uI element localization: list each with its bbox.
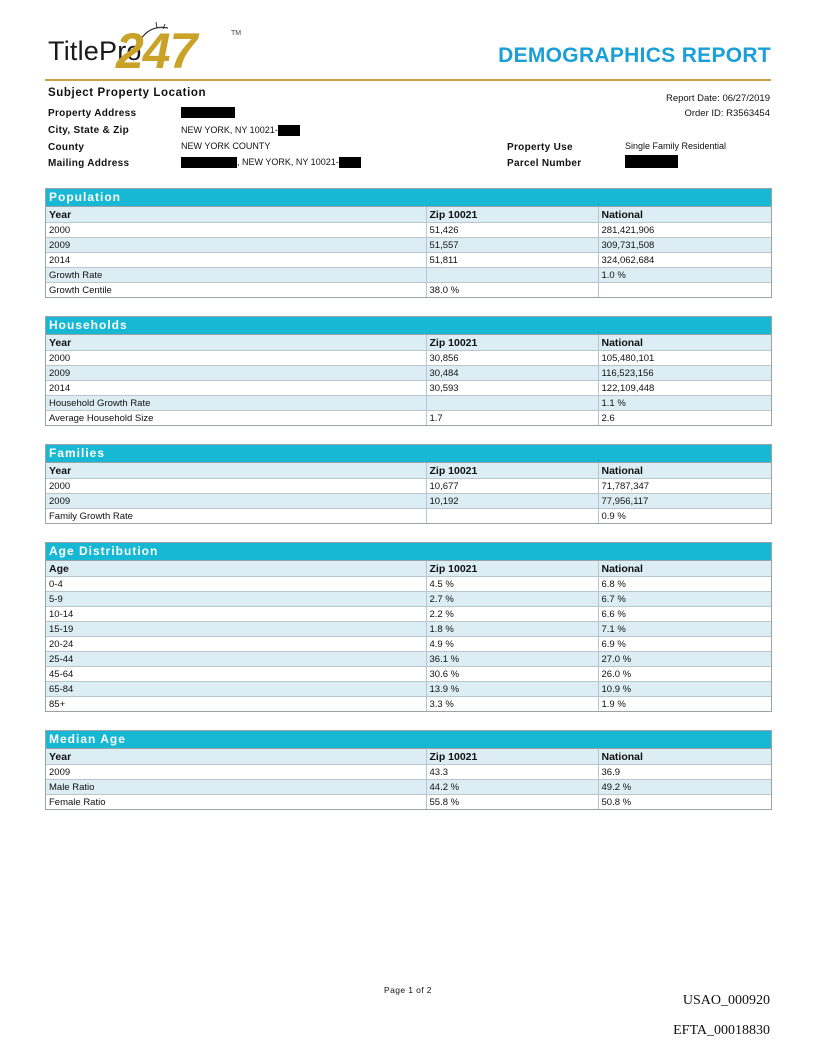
- header-divider: [45, 79, 771, 81]
- table-cell: 38.0 %: [426, 283, 598, 298]
- table-cell: 6.8 %: [598, 577, 771, 592]
- table-cell: 2.7 %: [426, 592, 598, 607]
- column-header: National: [598, 749, 771, 765]
- table-cell: 3.3 %: [426, 697, 598, 712]
- table-cell: Average Household Size: [49, 412, 154, 424]
- table-row: [46, 411, 771, 426]
- table-cell: 4.9 %: [426, 637, 598, 652]
- table-row: [46, 351, 771, 366]
- families-section: [45, 444, 772, 524]
- column-header: Zip 10021: [426, 749, 598, 765]
- table-cell: 10-14: [46, 607, 426, 622]
- table-row: [46, 622, 771, 637]
- table-cell: 6.7 %: [598, 592, 771, 607]
- titlepro-logo: [48, 22, 248, 79]
- table-cell: Male Ratio: [46, 780, 426, 795]
- table-row: [46, 283, 771, 298]
- order-id: Order ID: R3563454: [684, 108, 770, 119]
- table-cell: [598, 283, 771, 298]
- parcel-value: [625, 155, 678, 168]
- table-row: [46, 223, 771, 238]
- table-cell: 77,956,117: [598, 494, 771, 509]
- table-row: [46, 381, 771, 396]
- table-cell: 2009: [46, 494, 426, 509]
- table-cell: 4.5 %: [426, 577, 598, 592]
- table-cell: 1.9 %: [598, 697, 771, 712]
- table-cell: 45-64: [46, 667, 426, 682]
- logo-number: 247: [116, 23, 197, 79]
- section-title: Age Distribution: [46, 543, 771, 561]
- table-row: [46, 238, 771, 253]
- county-label: County: [48, 142, 85, 153]
- column-header: Year: [46, 207, 426, 223]
- table-row: [46, 396, 771, 411]
- table-cell: 0.9 %: [598, 509, 771, 524]
- table-cell: 2009: [46, 366, 426, 381]
- table-cell: 30,484: [426, 366, 598, 381]
- table-cell: Family Growth Rate: [49, 510, 133, 522]
- column-header: Age: [46, 561, 426, 577]
- table-cell: 2014: [46, 253, 426, 268]
- table-cell: 2000: [46, 479, 426, 494]
- data-table: [46, 207, 771, 297]
- table-cell: 15-19: [46, 622, 426, 637]
- table-cell: 43.3: [426, 765, 598, 780]
- table-row: [46, 366, 771, 381]
- table-cell: [426, 509, 598, 524]
- column-header: Year: [46, 463, 426, 479]
- subject-title: Subject Property Location: [48, 87, 207, 99]
- table-cell: 1.7: [426, 411, 598, 426]
- table-cell: [426, 396, 598, 411]
- property-address-value: [181, 107, 235, 118]
- table-row: [46, 494, 771, 509]
- data-table: [46, 463, 771, 523]
- bates-stamp-usao: USAO_000920: [682, 993, 770, 1008]
- data-table: [46, 335, 771, 425]
- section-title: Families: [46, 445, 771, 463]
- table-row: [46, 607, 771, 622]
- table-cell: 30.6 %: [426, 667, 598, 682]
- table-cell: 10,677: [426, 479, 598, 494]
- table-row: [46, 509, 771, 524]
- mailing-label: Mailing Address: [48, 158, 130, 169]
- table-cell: 10.9 %: [598, 682, 771, 697]
- table-cell: 36.9: [598, 765, 771, 780]
- table-cell: 85+: [49, 698, 66, 710]
- table-cell: 6.6 %: [598, 607, 771, 622]
- parcel-label: Parcel Number: [507, 158, 582, 169]
- table-cell: 44.2 %: [426, 780, 598, 795]
- table-cell: Growth Rate: [46, 268, 426, 283]
- table-cell: 0-4: [46, 577, 426, 592]
- table-row: [46, 268, 771, 283]
- table-row: [46, 795, 771, 810]
- table-cell: 65-84: [46, 682, 426, 697]
- table-cell: [426, 268, 598, 283]
- column-header: National: [598, 561, 771, 577]
- table-cell: 122,109,448: [598, 381, 771, 396]
- column-header: Zip 10021: [426, 335, 598, 351]
- table-cell: 10,192: [426, 494, 598, 509]
- table-header-row: [46, 749, 771, 765]
- city-text: NEW YORK, NY 10021-: [181, 125, 278, 135]
- table-cell: 2009: [46, 238, 426, 253]
- table-cell: 309,731,508: [598, 238, 771, 253]
- section-title: Median Age: [46, 731, 771, 749]
- bates-stamp-efta: EFTA_00018830: [673, 1023, 770, 1038]
- table-cell: 2000: [46, 223, 426, 238]
- table-row: [46, 780, 771, 795]
- table-header-row: [46, 335, 771, 351]
- table-cell: 281,421,906: [598, 223, 771, 238]
- table-header-row: [46, 207, 771, 223]
- redaction-block: [181, 107, 235, 118]
- table-row: [46, 697, 771, 712]
- column-header: Year: [46, 749, 426, 765]
- table-cell: 36.1 %: [426, 652, 598, 667]
- table-cell: 2000: [46, 351, 426, 366]
- table-cell: 26.0 %: [598, 667, 771, 682]
- table-cell: 49.2 %: [598, 780, 771, 795]
- table-cell: 2009: [46, 765, 426, 780]
- property-address-label: Property Address: [48, 108, 137, 119]
- redaction-block: [339, 157, 361, 168]
- table-cell: 324,062,684: [598, 253, 771, 268]
- column-header: Year: [46, 335, 426, 351]
- households-section: [45, 316, 772, 426]
- table-cell: 25-44: [46, 652, 426, 667]
- table-cell: 7.1 %: [598, 622, 771, 637]
- mailing-text: , NEW YORK, NY 10021-: [237, 157, 339, 167]
- table-cell: 1.8 %: [426, 622, 598, 637]
- column-header: National: [598, 207, 771, 223]
- logo-text: TitlePro: [48, 36, 142, 66]
- table-row: [46, 253, 771, 268]
- data-table: [46, 561, 771, 711]
- table-cell: 51,557: [426, 238, 598, 253]
- redaction-block: [625, 155, 678, 168]
- city-value: [181, 125, 300, 136]
- column-header: Zip 10021: [426, 463, 598, 479]
- table-cell: Female Ratio: [49, 796, 106, 808]
- table-cell: 6.9 %: [598, 637, 771, 652]
- table-cell: 116,523,156: [598, 366, 771, 381]
- column-header: National: [598, 335, 771, 351]
- table-cell: 71,787,347: [598, 479, 771, 494]
- table-cell: 51,811: [426, 253, 598, 268]
- age-distribution-section: [45, 542, 772, 712]
- table-cell: 1.1 %: [598, 396, 771, 411]
- table-cell: Household Growth Rate: [46, 396, 426, 411]
- redaction-block: [278, 125, 300, 136]
- table-cell: 20-24: [46, 637, 426, 652]
- table-cell: 1.0 %: [598, 268, 771, 283]
- table-row: [46, 577, 771, 592]
- table-cell: 55.8 %: [426, 795, 598, 810]
- table-cell: 30,593: [426, 381, 598, 396]
- column-header: Zip 10021: [426, 207, 598, 223]
- population-section: [45, 188, 772, 298]
- city-label: City, State & Zip: [48, 125, 130, 136]
- redaction-block: [181, 157, 237, 168]
- table-cell: 2.6: [598, 411, 771, 426]
- table-row: [46, 682, 771, 697]
- table-row: [46, 637, 771, 652]
- table-row: [46, 479, 771, 494]
- table-header-row: [46, 561, 771, 577]
- table-header-row: [46, 463, 771, 479]
- property-use-value: Single Family Residential: [625, 141, 727, 151]
- report-title: DEMOGRAPHICS REPORT: [498, 44, 771, 67]
- median-age-section: [45, 730, 772, 810]
- table-row: [46, 667, 771, 682]
- table-cell: 27.0 %: [598, 652, 771, 667]
- table-cell: 2014: [46, 381, 426, 396]
- section-title: Households: [46, 317, 771, 335]
- table-cell: 50.8 %: [598, 795, 771, 810]
- table-cell: 105,480,101: [598, 351, 771, 366]
- property-use-label: Property Use: [507, 142, 573, 153]
- mailing-value: [181, 157, 361, 168]
- table-row: [46, 765, 771, 780]
- section-title: Population: [46, 189, 771, 207]
- data-table: [46, 749, 771, 809]
- table-row: [46, 652, 771, 667]
- county-value: NEW YORK COUNTY: [181, 141, 271, 151]
- table-cell: 5-9: [46, 592, 426, 607]
- report-date: Report Date: 06/27/2019: [665, 93, 770, 104]
- table-cell: 30,856: [426, 351, 598, 366]
- table-cell: 51,426: [426, 223, 598, 238]
- page-number: Page 1 of 2: [384, 985, 432, 995]
- column-header: Zip 10021: [426, 561, 598, 577]
- column-header: National: [598, 463, 771, 479]
- logo-tm: TM: [231, 30, 242, 37]
- table-row: [46, 592, 771, 607]
- table-cell: 13.9 %: [426, 682, 598, 697]
- table-cell: Growth Centile: [49, 284, 112, 296]
- table-cell: 2.2 %: [426, 607, 598, 622]
